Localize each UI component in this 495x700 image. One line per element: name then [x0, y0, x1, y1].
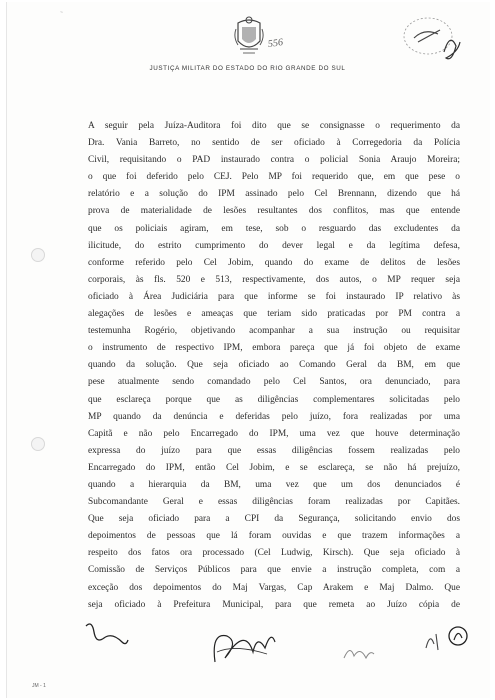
body-line: Subcomandante Geral e essas diligências foram realizadas por Capitães.	[88, 497, 460, 508]
body-line: Encarregado do IPM, então Cel Jobim, e se esclareça, se não há prejuízo,	[88, 462, 460, 473]
body-line: exceção dos depoimentos do Maj Vargas, Cap Arakem e Maj Dalmo. Que	[88, 582, 460, 593]
body-line: Dra. Vania Barreto, no sentido de ser oficiado à Corregedoria da Polícia	[88, 138, 460, 149]
body-line: respeito dos fatos ora processado (Cel Ludwig, Kirsch). Que seja oficiado à	[88, 548, 460, 559]
signature-center-icon	[205, 622, 280, 670]
binder-hole-top	[31, 248, 45, 262]
court-header-title: JUSTIÇA MILITAR DO ESTADO DO RIO GRANDE DO SUL	[149, 65, 346, 72]
signature-faint-icon	[340, 640, 378, 666]
body-line: corporais, às fls. 520 e 513, respectivamente, dos autos, o MP requer seja	[88, 274, 460, 285]
body-line: Que seja oficiado para a CPI da Segurança, solicitando envio dos	[88, 514, 460, 525]
body-line: o que foi deferido pelo CEJ. Pelo MP foi requerido que, em que pese o	[88, 172, 460, 183]
body-line: MP quando da denúncia e deferidas pelo juízo, fora realizadas por uma	[88, 411, 460, 422]
body-line: testemunha Rogério, objetivando acompanhar a sua instrução ou requisitar	[88, 326, 460, 337]
body-line: conforme referido pelo Cel Jobim, quando do exame de delitos de lesões	[88, 257, 460, 268]
body-line: depoimentos de pessoas que lá foram ouvidas e que trazem informações a	[88, 531, 460, 542]
initials-signature-icon	[420, 620, 470, 658]
body-line: ilicitude, do estrito cumprimento do dever legal e da legítima defesa,	[88, 240, 460, 251]
body-line: expressa do juízo para que essas diligências fossem realizadas pelo	[88, 445, 460, 456]
body-line: Capitã e não pelo Encarregado do IPM, uma vez que houve determinação	[88, 428, 460, 439]
body-line: prova de materialidade de lesões resultantes dos conflitos, mas que entende	[88, 206, 460, 217]
body-line: pese atualmente sendo comandado pelo Cel Santos, ora denunciado, para	[88, 377, 460, 388]
body-line: quando da solução. Que seja oficiado ao Comando Geral da BM, em que	[88, 360, 460, 371]
scan-mark: ~	[60, 10, 63, 16]
stamp-and-initials-icon	[400, 12, 462, 70]
handwritten-page-number: 556	[267, 37, 284, 50]
body-line: alegações de lesões e ameaças que teriam sido praticadas por PM contra a	[88, 309, 460, 320]
body-line: seja oficiado à Prefeitura Municipal, para que remeta ao Juízo cópia de	[88, 599, 460, 610]
signature-left-icon	[82, 618, 130, 652]
body-line: A seguir pela Juíza-Auditora foi dito que se consignasse o requerimento da	[88, 121, 460, 131]
form-code: JM - 1	[32, 683, 46, 689]
body-line: Civil, requisitando o PAD instaurado contra o policial Sonia Araujo Moreira;	[88, 155, 460, 166]
body-line: oficiado à Área Judiciária para que informe se foi instaurado IP relativo às	[88, 291, 460, 302]
coat-of-arms-icon	[234, 15, 264, 57]
body-line: quando a hierarquia da BM, uma vez que um dos denunciados é	[88, 479, 460, 490]
body-line: que esclareça porque que as diligências complementares solicitadas pelo	[88, 394, 460, 405]
body-line: o instrumento de respectivo IPM, embora pareça que já foi objeto de exame	[88, 343, 460, 354]
body-line: Comissão de Serviços Públicos para que envie a instrução completa, com a	[88, 565, 460, 576]
binder-hole-bottom	[31, 437, 45, 451]
body-line: relatório e a solução do IPM assinado pelo Cel Brennann, dizendo que há	[88, 189, 460, 200]
body-line: que os policiais agiram, em tese, sob o resguardo das excludentes da	[88, 223, 460, 234]
document-body	[88, 118, 460, 614]
